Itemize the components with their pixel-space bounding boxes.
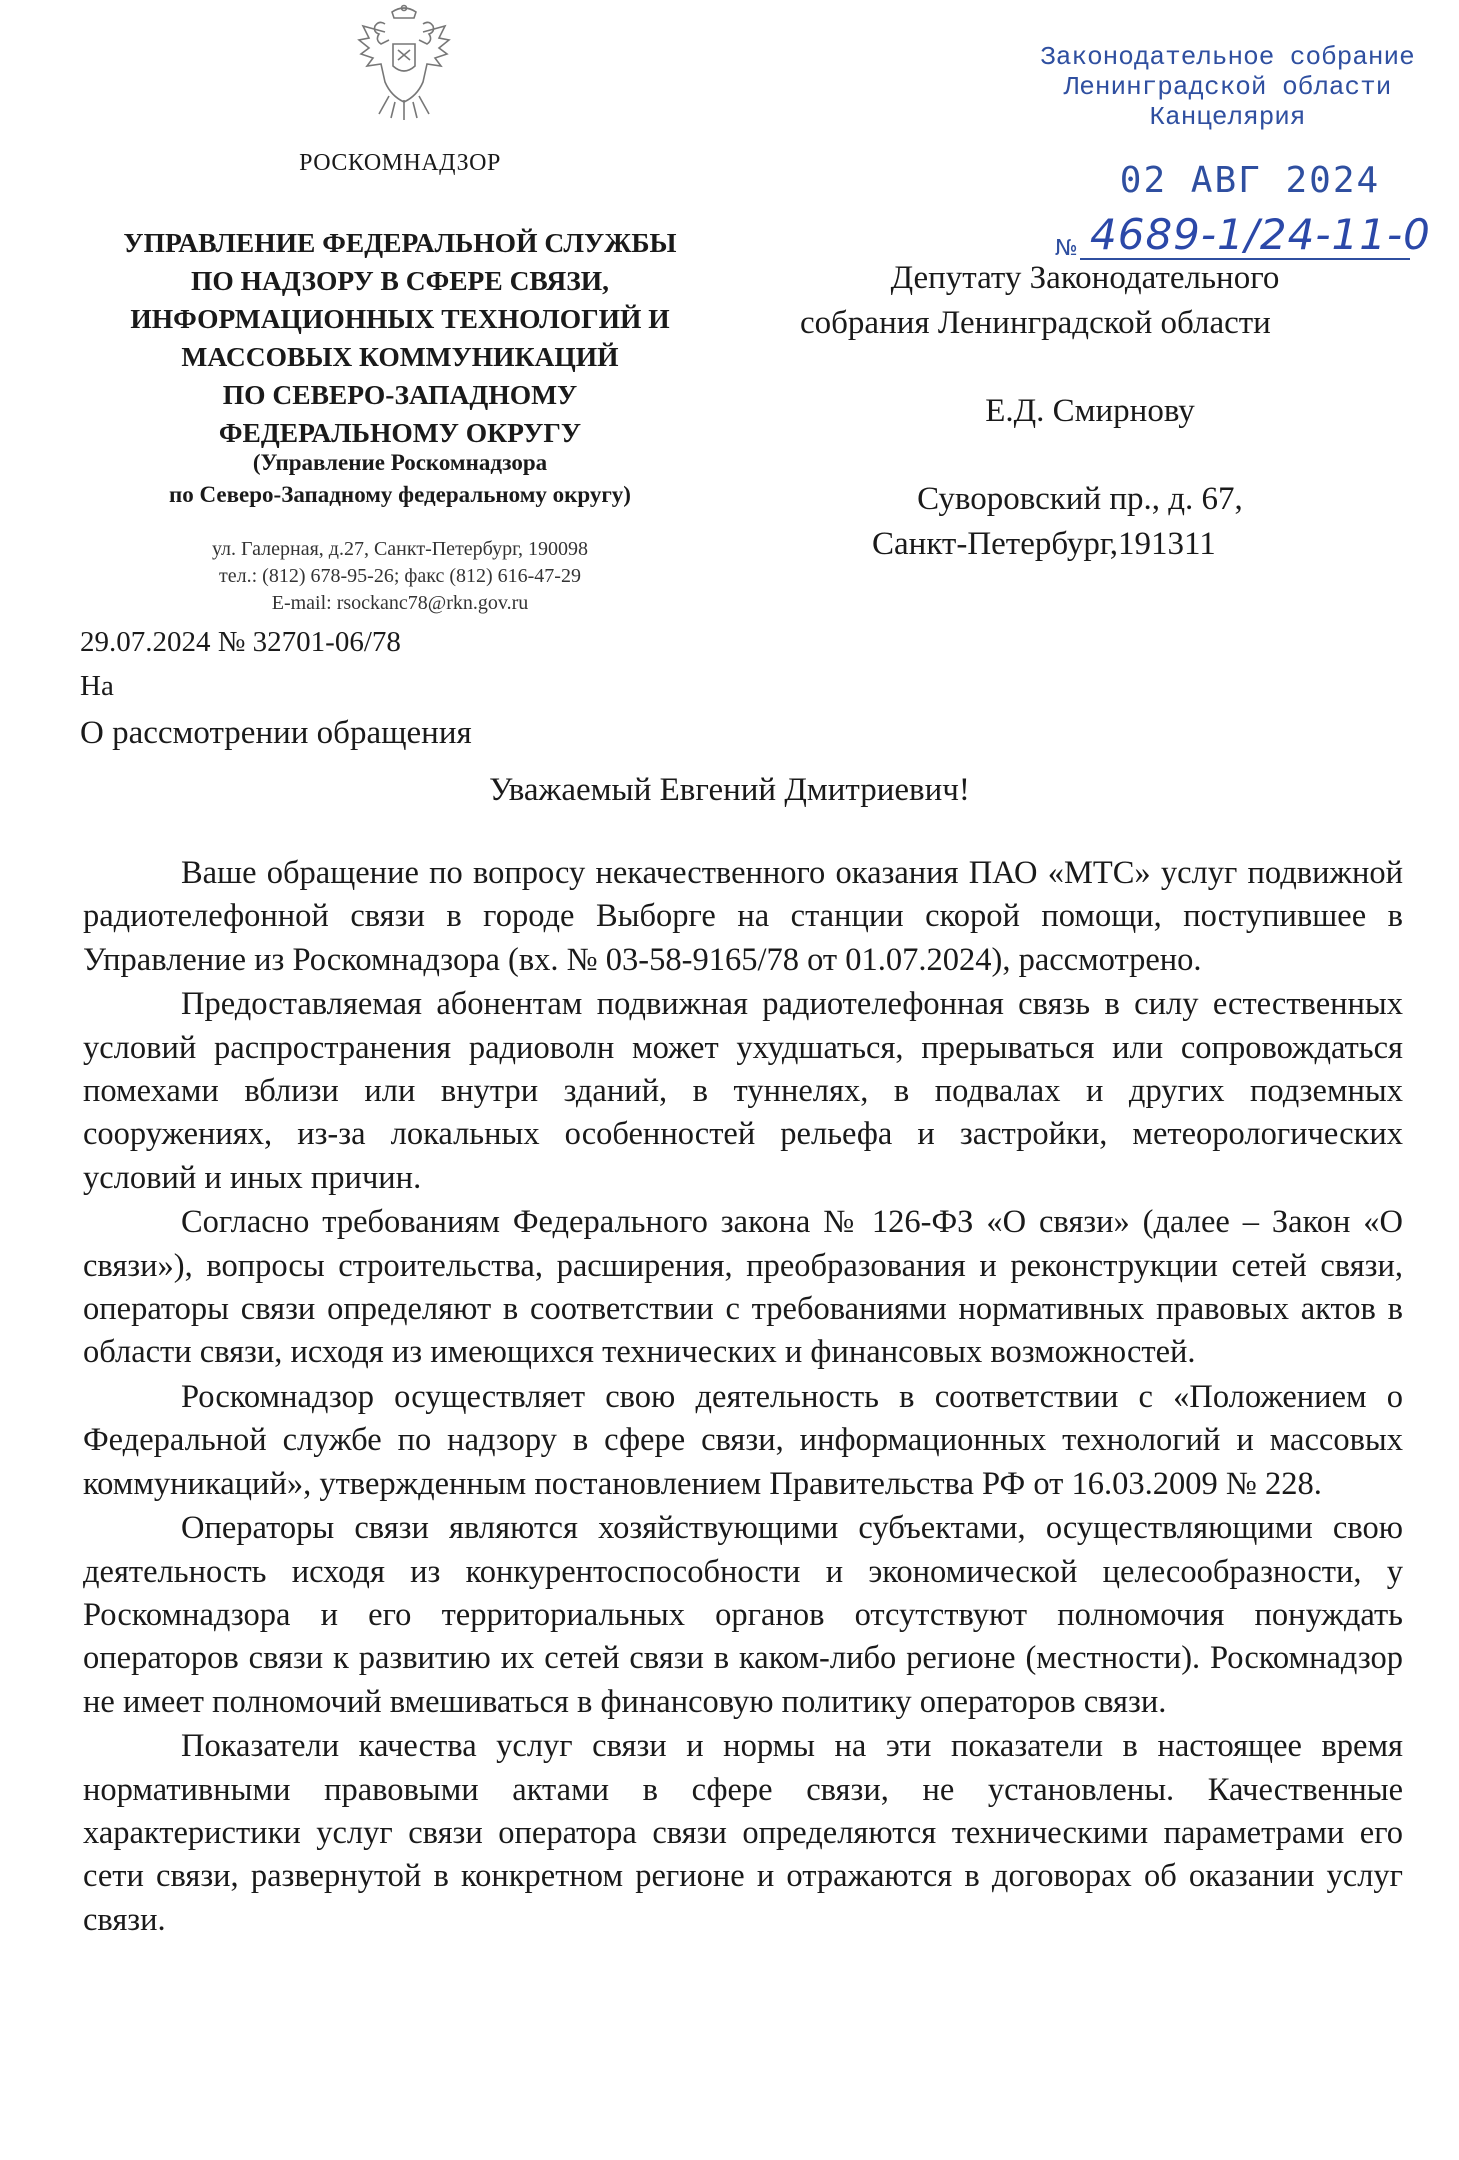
addressee-line: собрания Ленинградской области xyxy=(800,305,1271,341)
addressee-address-line: Санкт-Петербург,191311 xyxy=(872,526,1216,562)
agency-short-name: РОСКОМНАДЗОР xyxy=(299,150,501,176)
stamp-date: 02 АВГ 2024 xyxy=(1119,160,1381,201)
agency-full-line: ИНФОРМАЦИОННЫХ ТЕХНОЛОГИЙ И xyxy=(130,303,670,334)
body-paragraph: Показатели качества услуг связи и нормы на эти показатели в настоящее время нормативными правовыми актами в сфере связи, не установлены. Качественные характеристики услуг связи оператора связи определяются техническими параметрами его сети связи, развернутой в конкретном регионе и отражаются в договорах об оказании услуг связи. xyxy=(83,1728,1403,1938)
agency-abbr-line: (Управление Роскомнадзора xyxy=(252,450,548,475)
russian-coat-of-arms-icon xyxy=(355,4,453,126)
salutation: Уважаемый Евгений Дмитриевич! xyxy=(489,772,970,808)
agency-full-line: ПО НАДЗОРУ В СФЕРЕ СВЯЗИ, xyxy=(190,265,610,296)
agency-full-line: УПРАВЛЕНИЕ ФЕДЕРАЛЬНОЙ СЛУЖБЫ xyxy=(123,227,677,258)
agency-abbr-line: по Северо-Западному федеральному округу) xyxy=(169,482,631,507)
body-paragraph: Предоставляемая абонентам подвижная радиотелефонная связь в силу естественных условий распространения радиоволн может ухудшаться, прерываться или сопровождаться помехами вблизи или внутри зданий, в туннелях, в подвалах и других подземных сооружениях, из-за локальных особенностей рельефа и застройки, метеорологических условий и иных причин. xyxy=(83,986,1403,1196)
stamp-line: Ленинградской области xyxy=(1063,72,1392,102)
document-subject: О рассмотрении обращения xyxy=(80,715,472,751)
stamp-number-label: № xyxy=(1055,236,1078,261)
agency-contacts xyxy=(60,536,740,617)
stamp-line: Канцелярия xyxy=(1149,102,1306,132)
agency-address: ул. Галерная, д.27, Санкт-Петербург, 190098 xyxy=(211,538,589,560)
addressee-name: Е.Д. Смирнову xyxy=(985,393,1195,429)
registration-stamp xyxy=(1000,42,1455,132)
agency-abbreviation xyxy=(60,447,740,511)
body-paragraph: Операторы связи являются хозяйствующими субъектами, осуществляющими свою деятельность исходя из конкурентоспособности и экономической целесообразности, у Роскомнадзора и его территориальных органов отсутствуют полномочия понуждать операторов связи к развитию их сетей связи в каком-либо регионе (местности). Роскомнадзор не имеет полномочий вмешиваться в финансовую политику операторов связи. xyxy=(83,1510,1403,1720)
letter-body xyxy=(83,852,1403,1943)
addressee-block xyxy=(800,256,1420,567)
body-paragraph: Ваше обращение по вопросу некачественного оказания ПАО «МТС» услуг подвижной радиотелефонной связи в городе Выборге на станции скорой помощи, поступившее в Управление из Роскомнадзора (вх. № 03-58-9165/78 от 01.07.2024), рассмотрено. xyxy=(83,855,1403,978)
body-paragraph: Согласно требованиям Федерального закона № 126-ФЗ «О связи» (далее – Закон «О связи»), вопросы строительства, расширения, преобразования и реконструкции сетей связи, операторы связи определяют в соответствии с требованиями нормативных правовых актов в области связи, исходя из имеющихся технических и финансовых возможностей. xyxy=(83,1204,1403,1371)
addressee-line: Депутату Законодательного xyxy=(890,260,1280,296)
agency-full-line: МАССОВЫХ КОММУНИКАЦИЙ xyxy=(181,341,619,372)
document-date-number: 29.07.2024 № 32701-06/78 xyxy=(80,626,401,658)
addressee-address-line: Суворовский пр., д. 67, xyxy=(917,481,1243,517)
agency-phones: тел.: (812) 678-95-26; факс (812) 616-47-29 xyxy=(219,565,581,587)
stamp-number: 4689-1/24-11-0 xyxy=(1090,210,1431,259)
stamp-line: Законодательное собрание xyxy=(1040,42,1415,72)
agency-email: E-mail: rsockanc78@rkn.gov.ru xyxy=(271,592,529,614)
body-paragraph: Роскомнадзор осуществляет свою деятельность в соответствии с «Положением о Федеральной службе по надзору в сфере связи, информационных технологий и массовых коммуникаций», утвержденным постановлением Правительства РФ от 16.03.2009 № 228. xyxy=(83,1378,1403,1502)
reply-to-reference: На xyxy=(80,670,114,702)
agency-full-line: ПО СЕВЕРО-ЗАПАДНОМУ xyxy=(222,379,578,410)
agency-full-line: ФЕДЕРАЛЬНОМУ ОКРУГУ xyxy=(218,417,582,448)
agency-full-name xyxy=(60,224,740,452)
